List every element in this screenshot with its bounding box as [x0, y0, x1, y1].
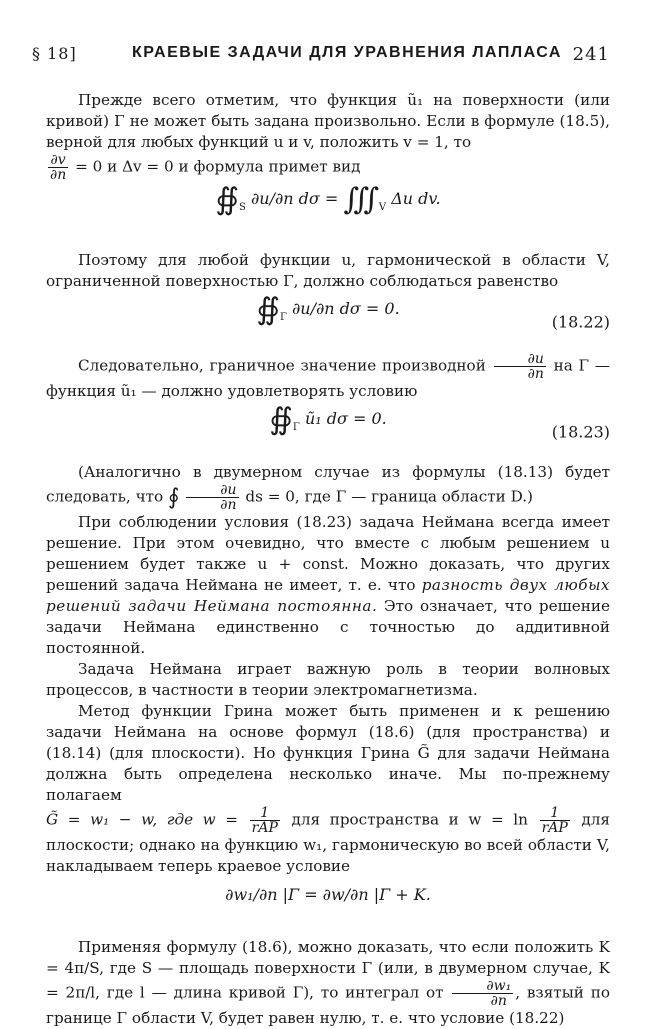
- formula-gauss-sub-s: S: [239, 202, 246, 213]
- paragraph-1: Прежде всего отметим, что функция ũ₁ на поверхности (или кривой) Γ не может быть задана произвольно. Если в формуле (18.5), верной для любых функций u и v, положить v = 1, то: [46, 91, 610, 151]
- equation-number-18-22: (18.22): [551, 312, 610, 332]
- fraction-du-dn-2: $\frac{\partial u}{\partial n}$: [186, 483, 238, 512]
- paragraph-1-cont: [46, 153, 610, 182]
- surface-integral-symbol: ∯: [215, 182, 240, 217]
- fraction-1-rap-2: 1 rAP: [541, 805, 568, 836]
- fraction-dw1-dn: $\frac{\text{∂w₁}}{\partial n}$: [452, 979, 513, 1008]
- fraction-du-dn: $\frac{\partial u}{\partial n}$: [494, 352, 546, 381]
- formula-neumann-condition: ∂w₁/∂n |Γ = ∂w/∂n |Γ + K.: [225, 885, 431, 904]
- formula-18-22-body: ∂u/∂n dσ = 0.: [292, 299, 400, 318]
- formula-gauss-rhs: Δu dv.: [391, 189, 441, 208]
- formula-18-23-body: ũ₁ dσ = 0.: [304, 409, 387, 428]
- surface-integral-symbol: ∯: [269, 402, 293, 437]
- surface-integral-symbol: ∯: [256, 292, 280, 327]
- paragraph-1-tail: = 0 и Δv = 0 и формула примет вид: [75, 157, 361, 176]
- formula-18-23-sub: Γ: [292, 422, 300, 433]
- running-header: [32, 44, 610, 68]
- emphasis-theorem: разность двух любых решений задачи Неймана постоянна.: [46, 576, 610, 615]
- paragraph-2: Поэтому для любой функции u, гармонической в области V, ограниченной поверхностью Γ, должно соблюдаться равенство: [46, 251, 610, 290]
- fraction-1-rap: 1 rAP: [251, 805, 278, 836]
- contour-integral-symbol: ∮: [167, 485, 180, 510]
- equation-number-18-23: (18.23): [551, 422, 610, 442]
- paragraph-7: Метод функции Грина может быть применен и к решению задачи Неймана на основе формул (18.6) (для пространства) и (18.14) (для плоскости). Но функция Грина G̃ для задачи Неймана должна быть определена несколько иначе. Мы по-прежнему полагаем: [46, 702, 610, 804]
- formula-gauss: [46, 182, 610, 244]
- paragraph-3: Следовательно, граничное значение производной $\frac{\partial u}{\partial n}$ на Γ — функция ũ₁ — должно удовлетворять условию: [46, 351, 610, 400]
- paragraph-8: Применяя формулу (18.6), можно доказать, что если положить K = 4π/S, где S — площадь поверхности Γ (или, в двумерном случае, K = 2π/l, где l — длина кривой Γ), то интеграл от $\frac{\text{∂w₁}}{\partial n}$ , взятый по границе Γ области V, будет равен нулю, т. е. что условие (18.22): [46, 938, 610, 1027]
- body-text: [46, 90, 610, 1029]
- formula-gauss-sub-v: V: [378, 202, 387, 213]
- chapter-title: КРАЕВЫЕ ЗАДАЧИ ДЛЯ УРАВНЕНИЯ ЛАПЛАСА: [132, 44, 562, 61]
- volume-integral-symbol: ∭: [343, 182, 379, 217]
- formula-gauss-lhs: ∂u/∂n dσ =: [251, 189, 339, 208]
- paragraph-4: (Аналогично в двумерном случае из формулы (18.13) будет следовать, что ∮ $\frac{\partial u}{\partial n}$ ds = 0, где Γ — граница области D.): [46, 463, 610, 513]
- formula-18-22: [46, 292, 610, 346]
- fraction-dv-dn: $\frac{\partial v}{\partial n}$: [50, 152, 67, 183]
- paragraph-7-cont: G̃ = w₁ − w, где w = 1 rAP для пространства и w = ln 1 rAP для плоскости; однако на функцию w₁, гармоническую во всей области V, накладываем теперь краевое условие: [46, 805, 611, 875]
- formula-18-23: [46, 402, 610, 456]
- paragraph-5: При соблюдении условия (18.23) задача Неймана всегда имеет решение. При этом очевидно, что вместе с любым решением u решением будет также u + const. Можно доказать, что других решений задача Неймана не имеет, т. е. что разность двух любых решений задачи Неймана постоянна. Это означает, что решение задачи Неймана единственно с точностью до аддитивной постоянной.: [46, 513, 610, 657]
- paragraph-6: Задача Неймана играет важную роль в теории волновых процессов, в частности в теории электромагнетизма.: [46, 660, 610, 699]
- formula-18-22-sub: Γ: [279, 312, 287, 323]
- page-number: 241: [572, 44, 610, 65]
- section-label: § 18]: [32, 44, 77, 63]
